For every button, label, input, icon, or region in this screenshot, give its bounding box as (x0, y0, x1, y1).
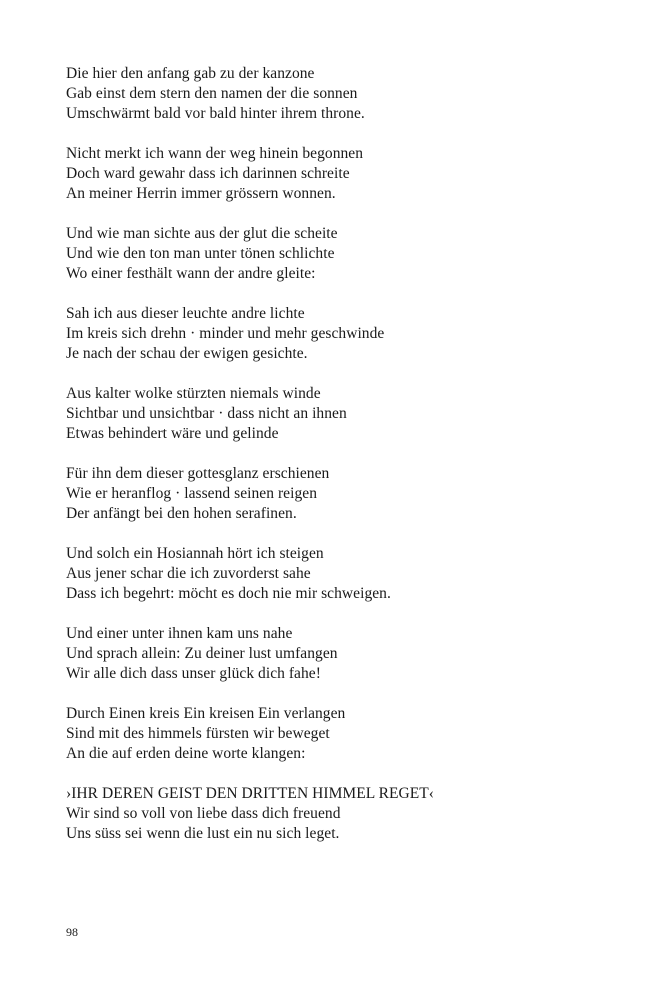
stanza-3 (66, 224, 626, 284)
verse-line: Der anfängt bei den hohen serafinen. (66, 505, 297, 522)
verse-line: Und wie man sichte aus der glut die scheite (66, 225, 338, 242)
stanza-5 (66, 384, 626, 444)
verse-line: Und einer unter ihnen kam uns nahe (66, 625, 293, 642)
verse-line: Die hier den anfang gab zu der kanzone (66, 65, 315, 82)
verse-line: Sah ich aus dieser leuchte andre lichte (66, 305, 305, 322)
stanza-8 (66, 624, 626, 684)
verse-line: Wir sind so voll von liebe dass dich freuend (66, 805, 341, 822)
verse-line: Aus jener schar die ich zuvorderst sahe (66, 565, 311, 582)
verse-line: Sichtbar und unsichtbar · dass nicht an ihnen (66, 405, 347, 422)
verse-line: Im kreis sich drehn · minder und mehr geschwinde (66, 325, 385, 342)
verse-line: Dass ich begehrt: möcht es doch nie mir schweigen. (66, 585, 391, 602)
page-number: 98 (66, 925, 78, 939)
stanza-7 (66, 544, 626, 604)
verse-line: Und sprach allein: Zu deiner lust umfangen (66, 645, 338, 662)
verse-line: An meiner Herrin immer grössern wonnen. (66, 185, 336, 202)
verse-line: Durch Einen kreis Ein kreisen Ein verlangen (66, 705, 346, 722)
verse-line: Wir alle dich dass unser glück dich fahe! (66, 665, 321, 682)
verse-line: Und solch ein Hosiannah hört ich steigen (66, 545, 324, 562)
verse-line: Je nach der schau der ewigen gesichte. (66, 345, 308, 362)
verse-line: Wie er heranflog · lassend seinen reigen (66, 485, 317, 502)
verse-line: Uns süss sei wenn die lust ein nu sich leget. (66, 825, 340, 842)
verse-line: Umschwärmt bald vor bald hinter ihrem throne. (66, 105, 365, 122)
stanza-9 (66, 704, 626, 764)
verse-line: Für ihn dem dieser gottesglanz erschienen (66, 465, 330, 482)
verse-line: Und wie den ton man unter tönen schlichte (66, 245, 335, 262)
stanza-4 (66, 304, 626, 364)
verse-line: Wo einer festhält wann der andre gleite: (66, 265, 316, 282)
verse-line: Doch ward gewahr dass ich darinnen schreite (66, 165, 350, 182)
stanza-2 (66, 144, 626, 204)
poem-text (66, 64, 626, 864)
stanza-10 (66, 784, 626, 844)
stanza-1 (66, 64, 626, 124)
verse-line: Gab einst dem stern den namen der die sonnen (66, 85, 358, 102)
verse-line: Aus kalter wolke stürzten niemals winde (66, 385, 321, 402)
verse-line: Etwas behindert wäre und gelinde (66, 425, 279, 442)
verse-line: An die auf erden deine worte klangen: (66, 745, 306, 762)
stanza-6 (66, 464, 626, 524)
verse-line: Sind mit des himmels fürsten wir beweget (66, 725, 330, 742)
verse-line: Nicht merkt ich wann der weg hinein begonnen (66, 145, 364, 162)
verse-line: ›IHR DEREN GEIST DEN DRITTEN HIMMEL REGET‹ (66, 785, 435, 802)
